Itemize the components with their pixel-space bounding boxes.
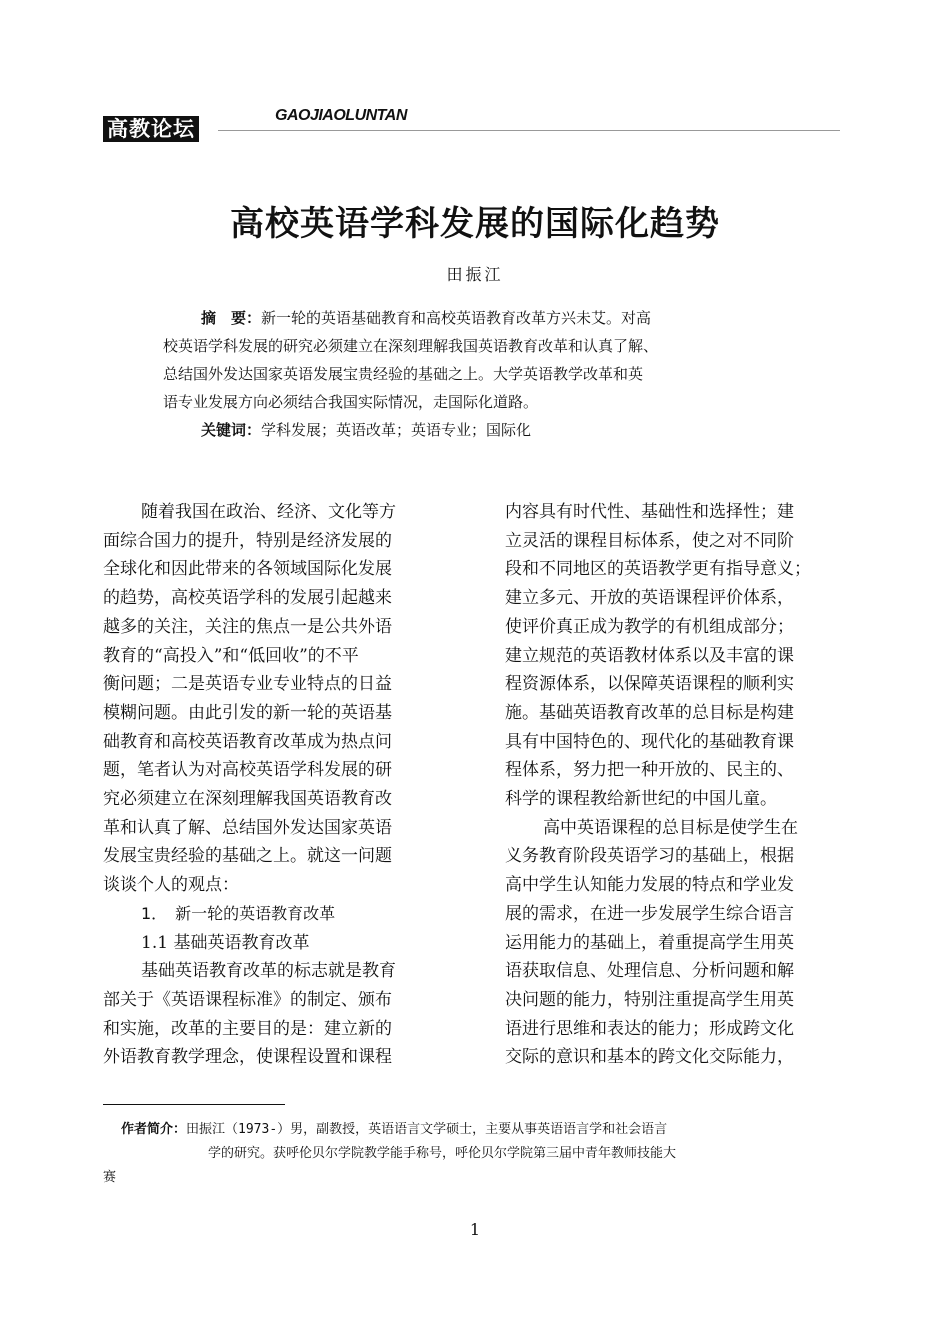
body-line: 发展宝贵经验的基础之上。就这一问题 (103, 846, 392, 867)
body-line: 义务教育阶段英语学习的基础上，根据 (505, 846, 794, 867)
body-line: 展的需求，在进一步发展学生综合语言 (505, 903, 794, 924)
body-line: 高中英语课程的总目标是使学生在 (543, 817, 798, 838)
abstract-line: 校英语学科发展的研究必须建立在深刻理解我国英语教育改革和认真了解、 (163, 337, 659, 355)
body-line: 部关于《英语课程标准》的制定、颁布 (103, 989, 392, 1010)
abstract-line: 总结国外发达国家英语发展宝贵经验的基础之上。大学英语教学改革和英 (163, 365, 644, 383)
body-line: 交际的意识和基本的跨文化交际能力， (505, 1047, 794, 1068)
body-line: 建立多元、开放的英语课程评价体系， (505, 588, 794, 609)
keywords: 学科发展；英语改革；英语专业；国际化 (261, 421, 532, 439)
body-line: 全球化和因此带来的各领域国际化发展 (103, 559, 392, 580)
body-column-left (103, 498, 448, 1072)
body-line: 施。基础英语教育改革的总目标是构建 (505, 702, 794, 723)
footnote-line: 赛 (103, 1170, 117, 1185)
abstract-label: 摘 要： (201, 309, 262, 327)
abstract (163, 304, 803, 444)
body-line: 运用能力的基础上，着重提高学生用英 (505, 932, 794, 953)
body-line: 谈谈个人的观点： (103, 875, 239, 896)
abstract-line: 摘 要：新一轮的英语基础教育和高校英语教育改革方兴未艾。对高 (201, 309, 652, 327)
header-rule (218, 130, 840, 131)
column-badge: 高教论坛 (103, 116, 199, 142)
article-title: 高校英语学科发展的国际化趋势 (230, 204, 720, 244)
body-line: 和实施，改革的主要目的是：建立新的 (103, 1018, 392, 1039)
body-line: 模糊问题。由此引发的新一轮的英语基 (103, 702, 392, 723)
body-line: 语获取信息、处理信息、分析问题和解 (505, 961, 794, 982)
body-line: 随着我国在政治、经济、文化等方 (141, 502, 396, 522)
body-line: 教育的“高投入”和“低回收”的不平 (103, 645, 359, 666)
body-line: 内容具有时代性、基础性和选择性；建 (505, 502, 794, 522)
body-column-right (505, 498, 860, 1072)
body-line: 段和不同地区的英语教学更有指导意义； (505, 559, 811, 580)
subsection-heading: 1.1 基础英语教育改革 (141, 932, 310, 953)
body-line: 高中学生认知能力发展的特点和学业发 (505, 875, 794, 896)
body-line: 究必须建立在深刻理解我国英语教育改 (103, 789, 392, 810)
body-line: 程体系，努力把一种开放的、民主的、 (505, 760, 794, 781)
author-footnote (103, 1118, 863, 1190)
section-heading: 1． 新一轮的英语教育改革 (141, 903, 336, 923)
body-line: 的趋势，高校英语学科的发展引起越来 (103, 588, 392, 609)
author-name: 田振江 (446, 265, 504, 284)
footnote-rule (103, 1104, 285, 1105)
keywords-label: 关键词： (201, 421, 262, 439)
body-line: 外语教育教学理念，使课程设置和课程 (103, 1047, 392, 1068)
body-line: 题，笔者认为对高校英语学科发展的研 (103, 760, 392, 781)
abstract-line: 语专业发展方向必须结合我国实际情况，走国际化道路。 (163, 393, 539, 411)
body-line: 础教育和高校英语教育改革成为热点问 (103, 731, 392, 752)
footnote-line: 作者简介：田振江（1973-）男，副教授，英语语言文学硕士，主要从事英语语言学和社会语言 (121, 1122, 668, 1137)
body-line: 科学的课程教给新世纪的中国儿童。 (505, 789, 777, 810)
body-line: 面综合国力的提升，特别是经济发展的 (103, 530, 392, 551)
keywords-line (163, 416, 803, 444)
body-line: 立灵活的课程目标体系，使之对不同阶 (505, 530, 794, 551)
body-line: 衡问题；二是英语专业专业特点的日益 (103, 674, 392, 695)
body-line: 建立规范的英语教材体系以及丰富的课 (505, 645, 794, 666)
body-line: 越多的关注，关注的焦点一是公共外语 (103, 616, 392, 637)
body-line: 决问题的能力，特别注重提高学生用英 (505, 989, 794, 1010)
body-line: 使评价真正成为教学的有机组成部分； (505, 616, 794, 637)
footnote-label: 作者简介： (121, 1122, 187, 1137)
footnote-line: 学的研究。获呼伦贝尔学院教学能手称号，呼伦贝尔学院第三届中青年教师技能大 (208, 1146, 677, 1161)
body-line: 语进行思维和表达的能力；形成跨文化 (505, 1018, 794, 1039)
column-pinyin: GAOJIAOLUNTAN (275, 107, 407, 124)
body-line: 基础英语教育改革的标志就是教育 (141, 961, 396, 982)
body-line: 具有中国特色的、现代化的基础教育课 (505, 731, 794, 752)
body-line: 程资源体系，以保障英语课程的顺利实 (505, 674, 794, 695)
body-line: 革和认真了解、总结国外发达国家英语 (103, 817, 392, 838)
page-number: 1 (469, 1220, 481, 1239)
